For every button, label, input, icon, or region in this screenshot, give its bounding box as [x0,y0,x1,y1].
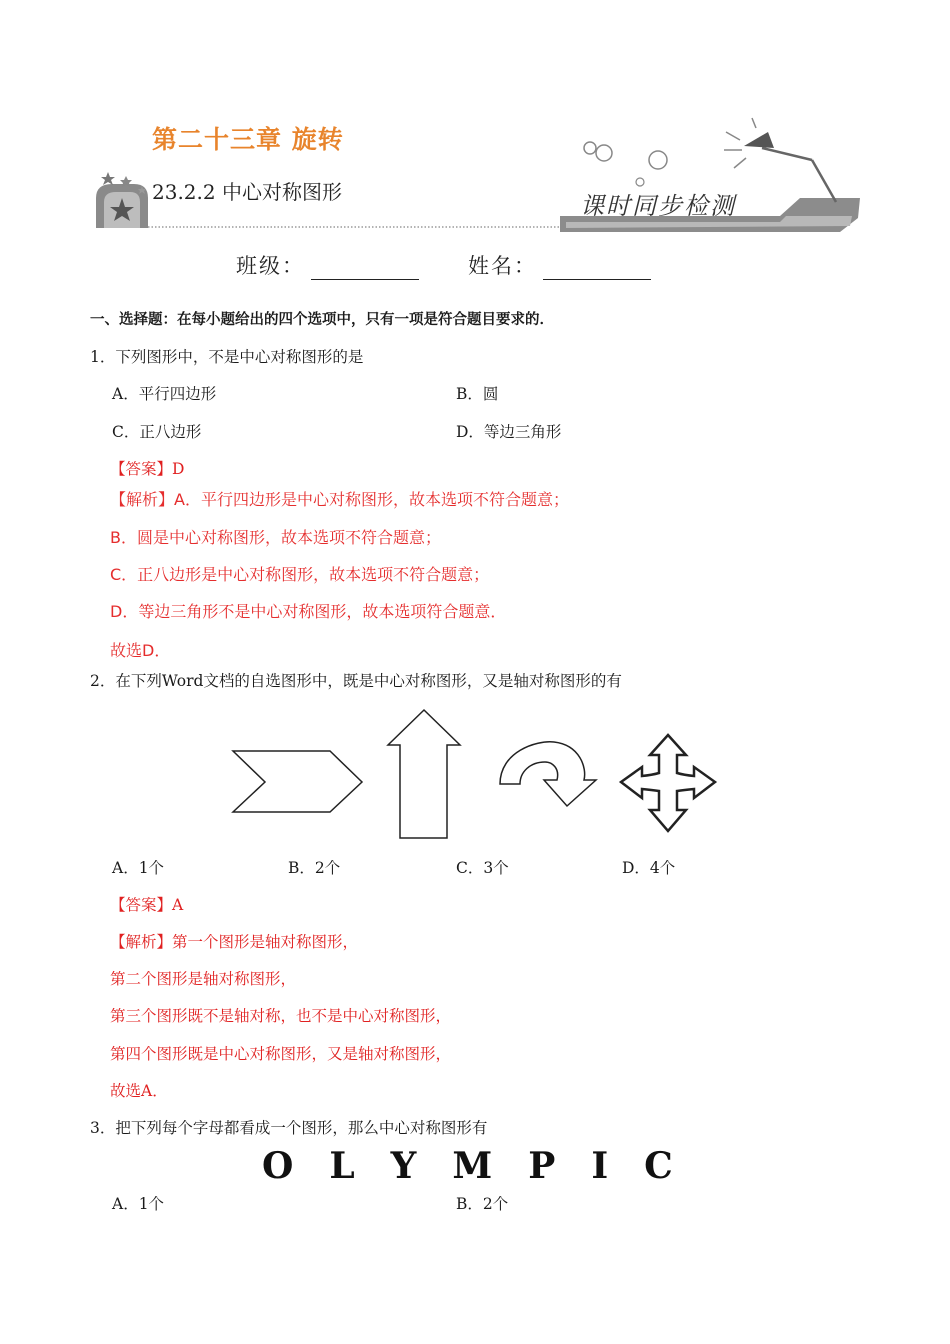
part-heading: 一、选择题：在每小题给出的四个选项中，只有一项是符合题目要求的． [90,312,554,328]
q1-analysis-2: B．圆是中心对称图形，故本选项不符合题意； [110,528,441,547]
q2-analysis-3: 第三个图形既不是轴对称，也不是中心对称图形， [110,1007,452,1025]
q1-option-d: D．等边三角形 [456,423,562,441]
banner-text: 课时同步检测 [580,192,736,220]
section-title: 23.2.2 中心对称图形 [152,180,342,204]
class-blank[interactable] [311,261,419,280]
q2-analysis-2: 第二个图形是轴对称图形， [110,970,297,988]
q1-analysis-1 [110,490,569,510]
q2-shapes-figure [0,700,950,850]
q1-option-c: C．正八边形 [112,423,202,441]
letter-o: O [262,1145,294,1187]
star-badge-icon [96,172,148,228]
q2-answer-tag: 【答案】 [110,896,173,914]
q2-option-d: D．4个 [622,859,676,877]
q2-answer [110,895,183,915]
q2-analysis-line: 第一个图形是轴对称图形， [172,933,359,951]
q2-option-b: B．2个 [288,859,341,877]
four-way-arrow-shape [621,735,715,831]
q1-answer-tag: 【答案】 [110,460,173,478]
letter-i: I [591,1145,609,1187]
q2-stem: 2．在下列Word文档的自选图形中，既是中心对称图形，又是轴对称图形的有 [90,672,622,690]
q2-answer-value: A [172,896,184,914]
q2-option-a: A．1个 [112,859,165,877]
q3-letters [262,1145,709,1187]
q2-analysis-1 [110,932,358,952]
chevron-shape [233,751,362,812]
q1-analysis-5: 故选D． [110,641,171,660]
class-field [236,250,419,280]
class-label: 班级： [236,254,305,278]
q1-answer-value: D [172,460,185,478]
header-decoration [0,0,950,240]
q3-stem: 3．把下列每个字母都看成一个图形，那么中心对称图形有 [90,1119,488,1137]
q2-analysis-tag: 【解析】 [110,933,173,951]
q2-analysis-4: 第四个图形既是中心对称图形，又是轴对称图形， [110,1045,452,1063]
letter-m: M [452,1145,493,1187]
q1-analysis-tag: 【解析】 [110,490,175,509]
letter-p: P [528,1145,556,1187]
q3-option-b: B．2个 [456,1195,509,1213]
letter-l: L [329,1145,355,1187]
q1-analysis-3: C．正八边形是中心对称图形，故本选项不符合题意； [110,565,490,584]
chapter-title: 第二十三章 旋转 [152,125,344,154]
name-label: 姓名： [468,254,537,278]
up-arrow-shape [388,710,460,838]
q1-option-a: A．平行四边形 [112,385,217,403]
q2-analysis-5: 故选A． [110,1082,168,1100]
q1-analysis-line: A．平行四边形是中心对称图形，故本选项不符合题意； [174,490,569,509]
name-blank[interactable] [543,261,651,280]
letter-c: C [644,1145,673,1187]
q2-option-c: C．3个 [456,859,509,877]
curved-arrow-shape [500,742,596,806]
q1-option-b: B．圆 [456,385,499,403]
letter-y: Y [390,1145,417,1187]
desk-lamp-icon [724,118,836,202]
q1-answer [110,459,184,479]
name-field [468,250,651,280]
q1-analysis-4: D．等边三角形不是中心对称图形，故本选项符合题意． [110,602,507,621]
q1-stem: 1．下列图形中，不是中心对称图形的是 [90,348,364,366]
q3-option-a: A．1个 [112,1195,165,1213]
